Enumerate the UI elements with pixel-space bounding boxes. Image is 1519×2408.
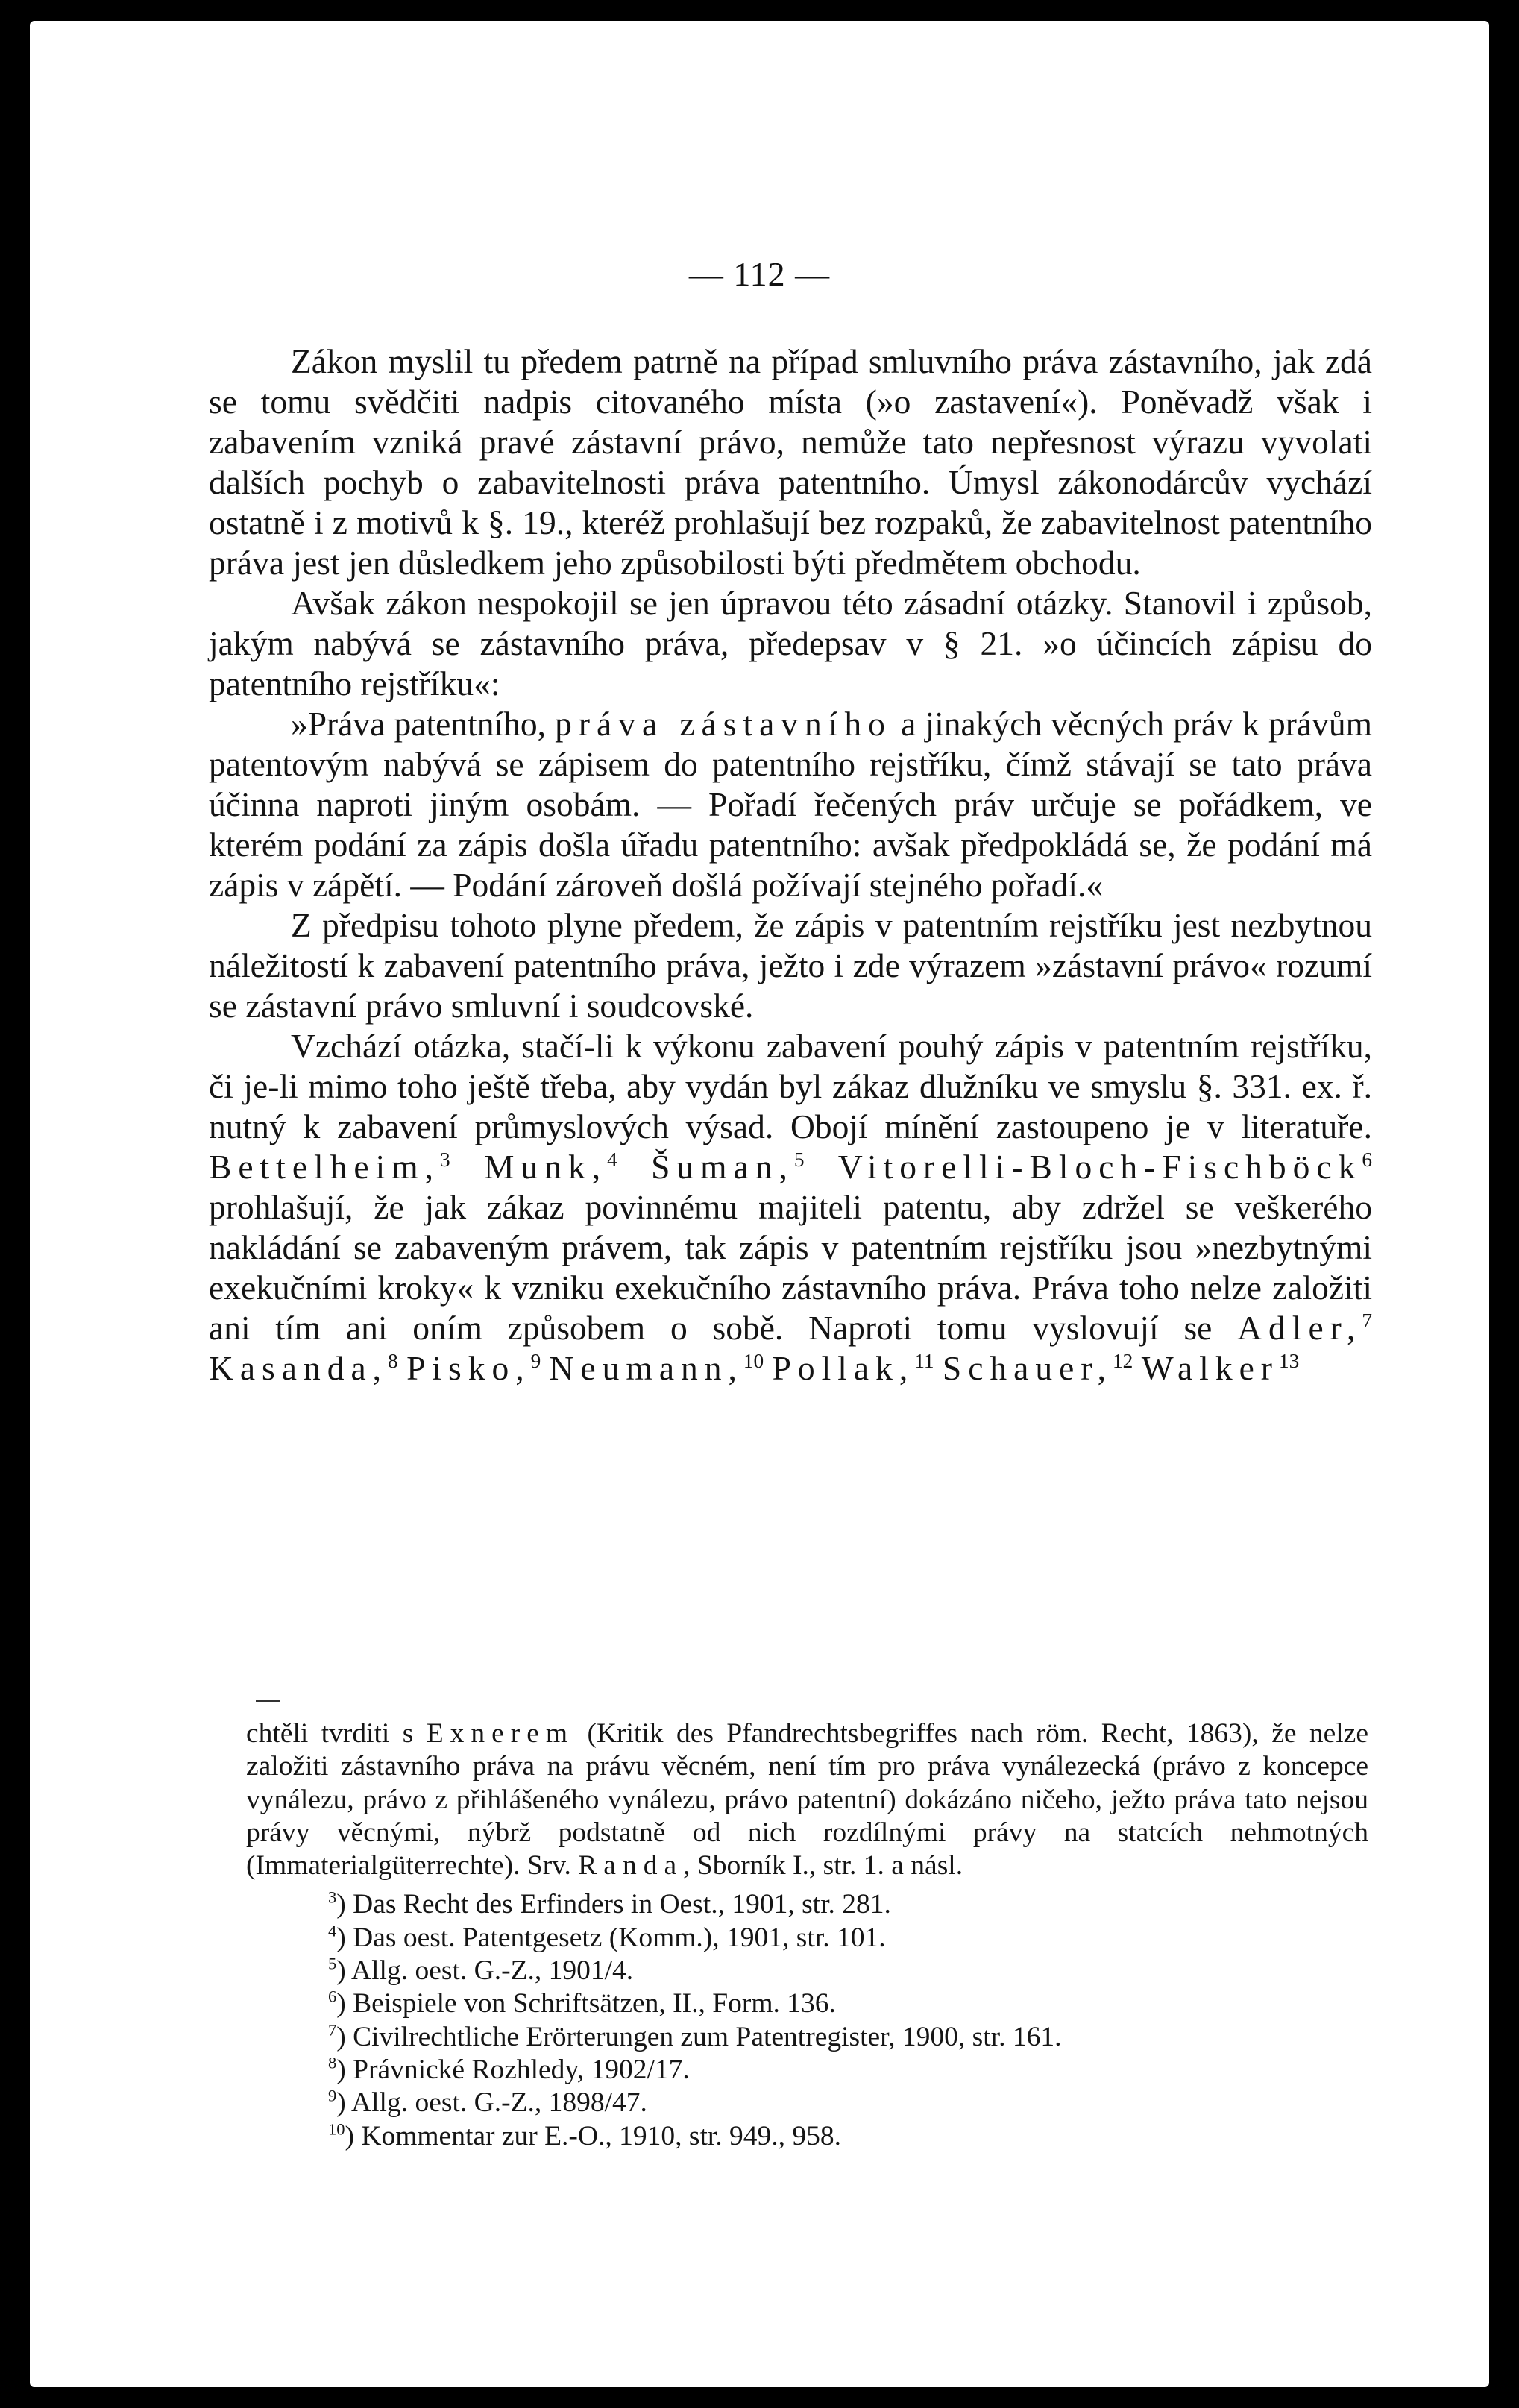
footnote-ref: 4 [607, 1148, 617, 1171]
footnote-text: Beispiele von Schriftsätzen, II., Form. 136. [353, 1988, 836, 2019]
paragraph-4-text-b: prohlašují, že jak zákaz povinnému majiteli patentu, aby zdržel se veškerého nakládání se zabaveným právem, tak zápis v patentním rejstříku jsou »nezbytnými exekučními kroky« k vzniku exekučního zástavního práva. Práva toho nelze založiti ani tím ani oním způsobem o sobě. Naproti tomu vyslovují se [209, 1188, 1372, 1347]
author-neumann: Neumann, [549, 1349, 743, 1387]
fn-cont-text-e: , Sborník I., str. 1. a násl. [683, 1850, 963, 1882]
footnote-separator [256, 1700, 280, 1702]
main-text [209, 342, 1372, 1389]
footnote-item: $^4$) Das oest. Patentgesetz (Komm.), 1901, str. 101. [328, 1921, 886, 1953]
footnote-ref: 8 [388, 1349, 398, 1372]
quote-paragraph [209, 704, 1372, 905]
footnote-ref: 3 [440, 1148, 450, 1171]
quote-emphasis: práva zástavního [555, 705, 892, 743]
paragraph-2: Avšak zákon nespokojil se jen úpravou této zásadní otázky. Stanovil i způsob, jakým nabývá se zástavního práva, předepsav v § 21. »o účincích zápisu do patentního rejstříku«: [209, 584, 1372, 702]
footnote-mark: 7 [328, 2020, 337, 2040]
author-pollak: Pollak, [772, 1349, 915, 1387]
footnotes [246, 1717, 1368, 2153]
footnote-item: $^7$) Civilrechtliche Erörterungen zum Patentregister, 1900, str. 161. [328, 2020, 1062, 2052]
paragraph-3: Z předpisu tohoto plyne předem, že zápis v patentním rejstříku jest nezbytnou náležitostí k zabavení patentního práva, ježto i zde výrazem »zástavní právo« rozumí se zástavní právo smluvní i soudcovské. [209, 906, 1372, 1025]
paragraph-4-text-a: Vzchází otázka, stačí-li k výkonu zabavení pouhý zápis v patentním rejstříku, či je-li mimo toho ještě třeba, aby vydán byl zákaz dlužníku ve smyslu §. 331. ex. ř. nutný k zabavení průmyslových výsad. Obojí mínění zastoupeno je v literatuře. [209, 1027, 1372, 1145]
footnote-mark: 3 [328, 1887, 337, 1907]
author-walker: Walker [1141, 1349, 1279, 1387]
paragraph-4 [209, 1026, 1372, 1389]
fn-cont-text-a: chtěli tvrditi s [246, 1718, 427, 1749]
footnote-text: Allg. oest. G.-Z., 1901/4. [351, 1955, 634, 1987]
footnote-item: $^{10}$) Kommentar zur E.-O., 1910, str. 949., 958. [328, 2119, 842, 2151]
author-vitorelli: Vitorelli-Bloch-Fischböck [837, 1148, 1362, 1186]
author-adler: Adler, [1237, 1309, 1362, 1347]
footnote-ref: 13 [1278, 1349, 1300, 1372]
page-number: — 112 — [688, 255, 831, 293]
footnote-ref: 12 [1113, 1349, 1133, 1372]
footnote-ref: 10 [743, 1349, 764, 1372]
author-kasanda: Kasanda, [209, 1349, 389, 1387]
footnote-ref: 11 [914, 1349, 934, 1372]
footnote-continuation [246, 1717, 1368, 1882]
footnote-mark: 9 [328, 2086, 337, 2105]
footnote-mark: 6 [328, 1987, 337, 2006]
footnote-item: $^3$) Das Recht des Erfinders in Oest., 1901, str. 281. [328, 1887, 891, 1920]
paragraph-1: Zákon myslil tu předem patrně na případ smluvního práva zástavního, jak zdá se tomu svědčiti nadpis citovaného místa (»o zastavení«). Poněvadž však i zabavením vzniká pravé zástavní právo, nemůže tato nepřesnost výrazu vyvolati dalších pochyb o zabavitelnosti práva patentního. Úmysl zákonodárcův vychází ostatně i z motivů k §. 19., kteréž prohlašují bez rozpaků, že zabavitelnost patentního práva jest jen důsledkem jeho způsobilosti býti předmětem obchodu. [209, 342, 1372, 582]
author-munk: Munk, [484, 1148, 608, 1186]
author-pisko: Pisko, [406, 1349, 531, 1387]
footnote-ref: 7 [1362, 1309, 1372, 1332]
quote-end: a jinakých věcných práv k právům patentovým nabývá se zápisem do patentního rejstříku, čímž stávají se tato práva účinna naproti jiným osobám. — Pořadí řečených práv určuje se pořádkem, ve kterém podání za zápis došla úřadu patentního: avšak předpokládá se, že podání má zápis v zápětí. — Podání zároveň došlá požívají stejného pořadí.« [209, 705, 1372, 904]
footnote-text: Kommentar zur E.-O., 1910, str. 949., 958. [361, 2120, 842, 2151]
footnote-item: $^8$) Právnické Rozhledy, 1902/17. [328, 2053, 690, 2085]
footnote-item: $^5$) Allg. oest. G.-Z., 1901/4. [328, 1954, 634, 1987]
footnote-ref: 9 [530, 1349, 541, 1372]
footnote-item: $^6$) Beispiele von Schriftsätzen, II., Form. 136. [328, 1987, 836, 2019]
footnote-text: Das Recht des Erfinders in Oest., 1901, str. 281. [353, 1889, 891, 1920]
author-suman: Šuman, [651, 1148, 794, 1186]
footnote-mark: 5 [328, 1954, 337, 1973]
footnote-ref: 6 [1362, 1148, 1373, 1171]
footnote-mark: 10 [328, 2119, 345, 2139]
footnote-text: Civilrechtliche Erörterungen zum Patentregister, 1900, str. 161. [353, 2021, 1062, 2052]
footnote-text: Das oest. Patentgesetz (Komm.), 1901, str. 101. [353, 1922, 886, 1953]
footnote-mark: 8 [328, 2053, 337, 2072]
fn-author-exner: Exnerem [426, 1718, 575, 1749]
fn-cont-text-c: (Kritik des Pfandrechtsbegriffes nach röm. Recht, 1863), že nelze založiti zástavního práva na právu věcném, není tím pro práva vynálezecká (právo z koncepce vynálezu, právo z přihlášeného vynálezu, právo patentní) dokázáno ničeho, ježto práva tato nejsou právy věcnými, nýbrž podstatně od nich rozdílnými právy na statcích nehmotných (Immaterialgüterrechte). Srv. [246, 1718, 1368, 1882]
footnote-item: $^9$) Allg. oest. G.-Z., 1898/47. [328, 2086, 647, 2119]
fn-author-randa: Randa [578, 1850, 684, 1882]
quote-start: »Práva patentního, [291, 705, 556, 743]
footnote-ref: 5 [793, 1148, 805, 1171]
author-bettelheim: Bettelheim, [209, 1148, 441, 1186]
book-page [30, 21, 1489, 2387]
footnote-text: Právnické Rozhledy, 1902/17. [353, 2054, 690, 2085]
footnote-text: Allg. oest. G.-Z., 1898/47. [351, 2087, 647, 2119]
author-schauer: Schauer, [942, 1349, 1113, 1387]
footnote-mark: 4 [328, 1921, 337, 1940]
